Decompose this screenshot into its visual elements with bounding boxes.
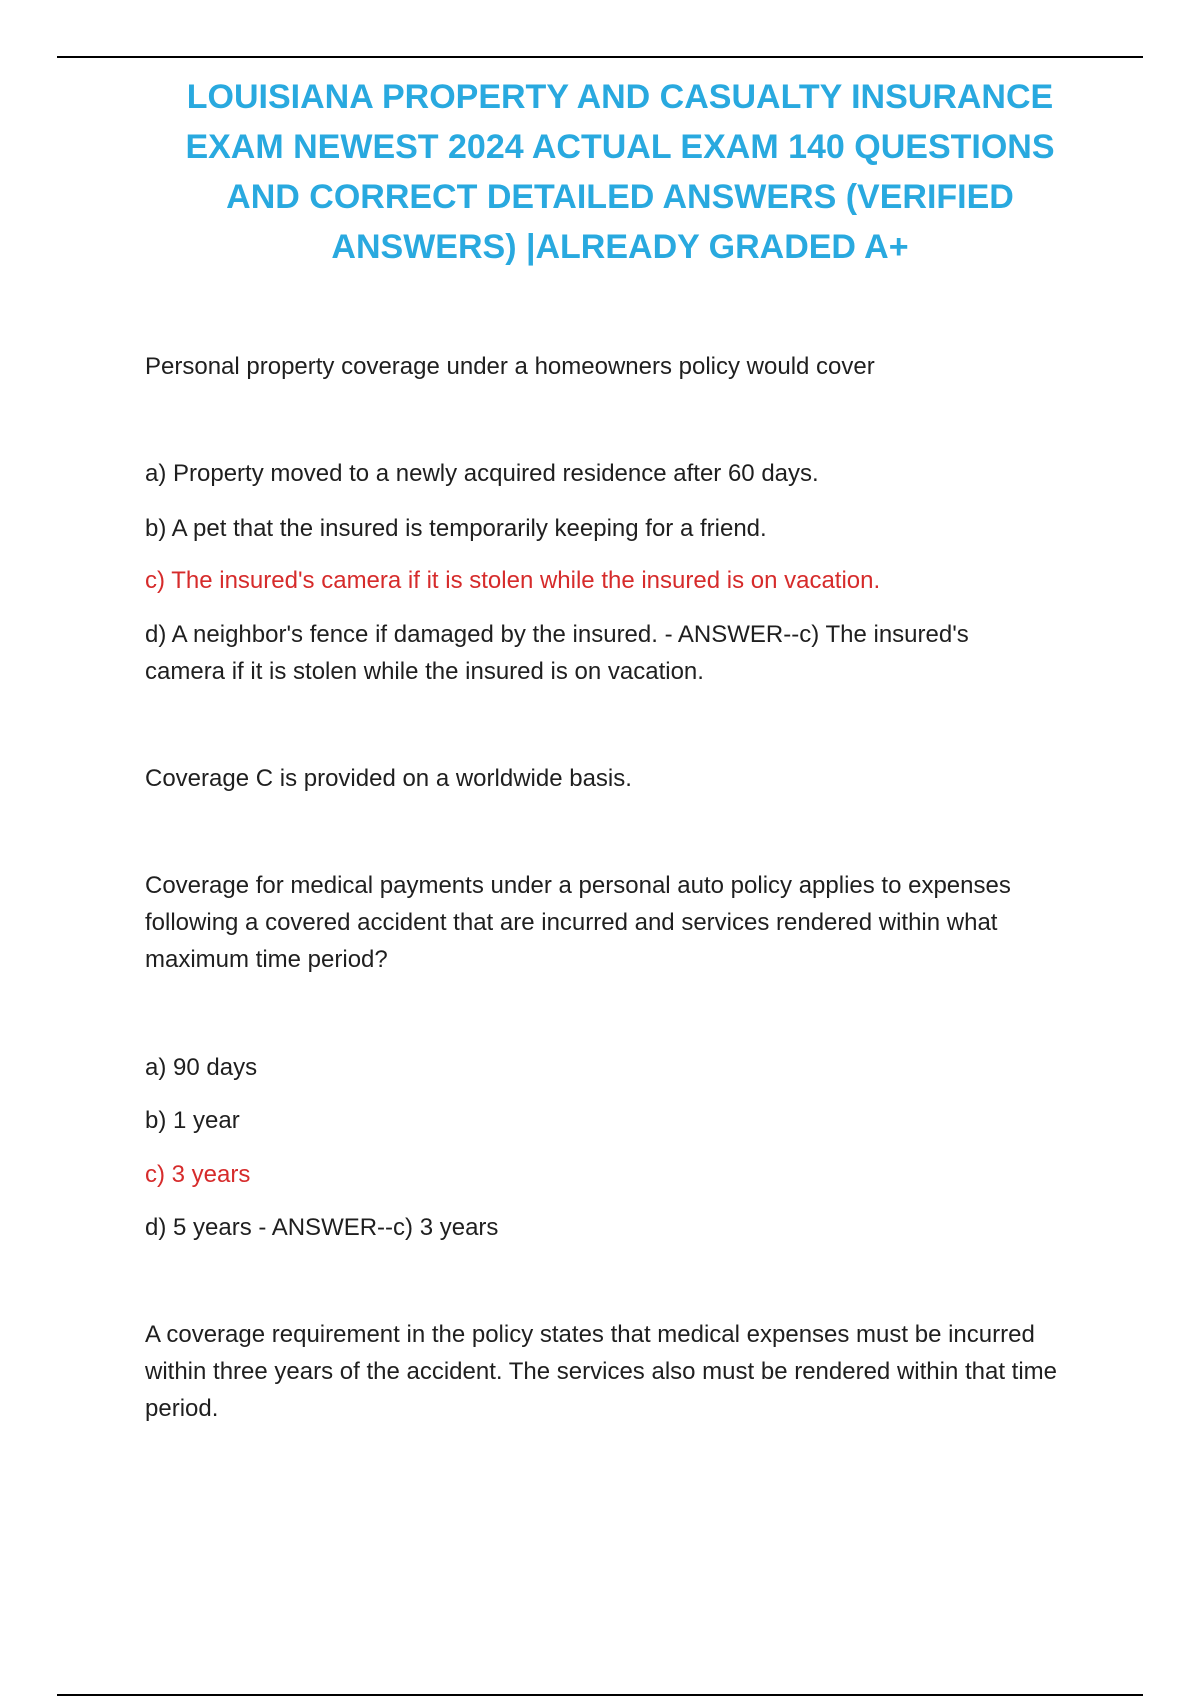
top-divider — [57, 56, 1143, 58]
q2-option-c-correct: c) 3 years — [145, 1161, 251, 1188]
bottom-divider — [57, 1694, 1143, 1696]
title-line-2: EXAM NEWEST 2024 ACTUAL EXAM 140 QUESTIONS — [185, 128, 1055, 166]
q2-explanation: A coverage requirement in the policy states that medical expenses must be incurred within three years of the accident. The services also must be rendered within that time period. — [145, 1321, 1058, 1422]
q1-option-d-answer: d) A neighbor's fence if damaged by the insured. - ANSWER--c) The insured's camera if it is stolen while the insured is on vacation. — [145, 621, 969, 685]
q1-explanation: Coverage C is provided on a worldwide basis. — [145, 765, 632, 792]
title-line-1: LOUISIANA PROPERTY AND CASUALTY INSURANCE — [186, 78, 1054, 116]
q1-question: Personal property coverage under a homeowners policy would cover — [145, 353, 875, 380]
q1-option-b: b) A pet that the insured is temporarily keeping for a friend. — [145, 515, 767, 542]
document-title — [150, 72, 1090, 272]
q2-option-d-answer: d) 5 years - ANSWER--c) 3 years — [145, 1214, 499, 1241]
q1-option-c-correct: c) The insured's camera if it is stolen while the insured is on vacation. — [145, 567, 881, 594]
q1-option-a: a) Property moved to a newly acquired residence after 60 days. — [145, 460, 819, 487]
q2-option-a: a) 90 days — [145, 1054, 258, 1081]
title-line-4: ANSWERS) |ALREADY GRADED A+ — [331, 228, 909, 266]
q2-question: Coverage for medical payments under a personal auto policy applies to expenses following a covered accident that are incurred and services rendered within what maximum time period? — [145, 872, 1011, 973]
title-line-3: AND CORRECT DETAILED ANSWERS (VERIFIED — [226, 178, 1014, 216]
q2-option-b: b) 1 year — [145, 1107, 240, 1134]
